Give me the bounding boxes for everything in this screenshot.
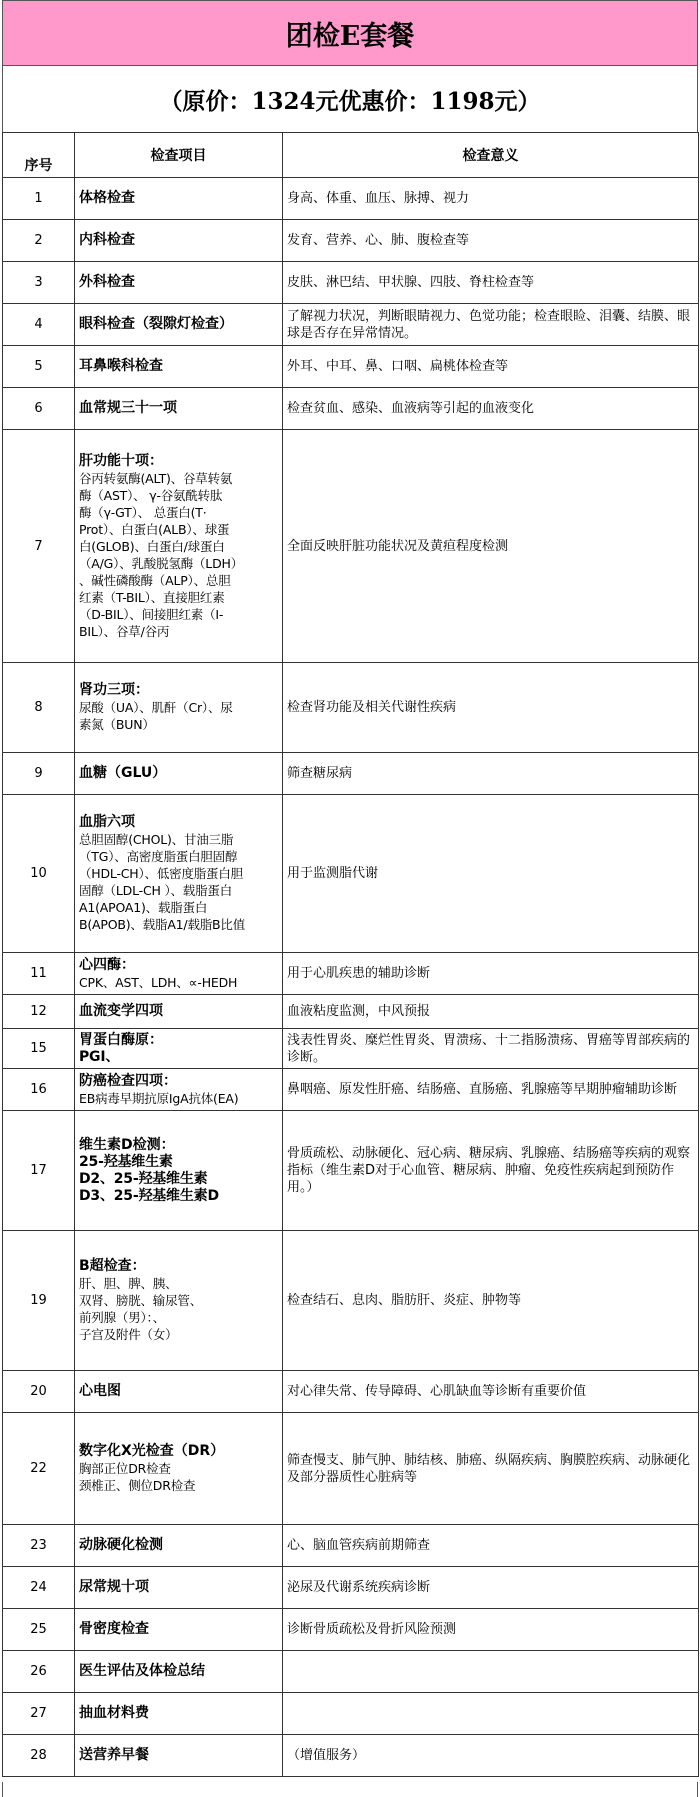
row-item (75, 262, 283, 304)
discount-price-label: 优惠价： (338, 87, 431, 115)
item-detail-line: 前列腺（男）：、 (79, 1310, 165, 1325)
item-title: 抽血材料费 (79, 1705, 149, 1721)
table-row (3, 1371, 699, 1413)
row-meaning: （增值服务） (283, 1735, 699, 1777)
item-detail-line: Prot）、白蛋白(ALB）、球蛋 (79, 521, 230, 537)
item-title: 外科检查 (79, 274, 135, 290)
row-item (75, 1735, 283, 1777)
row-meaning (283, 1693, 699, 1735)
row-seq: 4 (3, 304, 75, 346)
row-item (75, 304, 283, 346)
table-row (3, 1111, 699, 1231)
row-item (75, 1069, 283, 1111)
item-detail-line: 固醇（LDL-CH ）、载脂蛋白 (79, 883, 232, 898)
row-item (75, 1371, 283, 1413)
row-seq: 28 (3, 1735, 75, 1777)
row-meaning: 浅表性胃炎、糜烂性胃炎、胃溃疡、十二指肠溃疡、胃癌等胃部疾病的诊断。 (283, 1029, 699, 1069)
row-seq: 25 (3, 1609, 75, 1651)
row-item (75, 1693, 283, 1735)
row-meaning: 了解视力状况，判断眼睛视力、色觉功能；检查眼睑、泪囊、结膜、眼球是否存在异常情况。 (283, 304, 699, 346)
table-row (3, 1609, 699, 1651)
item-detail-line: 、碱性磷酸酶（ALP）、总胆 (79, 572, 231, 588)
item-title: B超检查： (79, 1258, 146, 1274)
item-title: 血脂六项 (79, 814, 135, 830)
item-detail-line: （TG）、高密度脂蛋白胆固醇 (79, 849, 238, 864)
item-title: 心四酶： (79, 956, 135, 973)
table-row (3, 663, 699, 753)
item-title: 维生素D检测： (79, 1136, 175, 1153)
item-title: 送营养早餐 (79, 1747, 149, 1763)
table-row (3, 388, 699, 430)
row-item (75, 795, 283, 953)
original-price-value: 1324元 (251, 87, 339, 115)
header-meaning: 检查意义 (283, 133, 699, 178)
item-detail-line: 颈椎正、侧位DR检查 (79, 1478, 196, 1493)
row-meaning: 检查肾功能及相关代谢性疾病 (283, 663, 699, 753)
item-detail-line: PGI、 (79, 1048, 120, 1065)
item-detail-line: 尿酸（UA）、肌酐（Cr）、尿 (79, 700, 233, 715)
row-meaning: 筛查糖尿病 (283, 753, 699, 795)
table-row (3, 795, 699, 953)
row-seq: 24 (3, 1567, 75, 1609)
price-close-paren: ） (517, 87, 541, 115)
item-detail-line: 双肾、膀胱、输尿管、 (79, 1293, 203, 1308)
row-seq: 11 (3, 953, 75, 995)
table-row (3, 1651, 699, 1693)
item-detail-line: （HDL-CH）、低密度脂蛋白胆 (79, 866, 243, 881)
table-row (3, 178, 699, 220)
header-seq: 序号 (3, 133, 75, 178)
table-row (3, 1413, 699, 1525)
row-meaning: 用于监测脂代谢 (283, 795, 699, 953)
item-detail-line: A1(APOA1)、载脂蛋白 (79, 900, 208, 915)
price-line (2, 66, 698, 132)
row-seq: 1 (3, 178, 75, 220)
row-seq: 16 (3, 1069, 75, 1111)
row-seq: 20 (3, 1371, 75, 1413)
table-row (3, 1567, 699, 1609)
discount-price-value: 1198元 (430, 87, 518, 115)
item-title: 动脉硬化检测 (79, 1537, 163, 1553)
row-item (75, 1029, 283, 1069)
item-detail-line: （D-BIL）、间接胆红素（I- (79, 606, 224, 622)
item-title: 血流变学四项 (79, 1003, 163, 1019)
item-title: 内科检查 (79, 232, 135, 248)
row-seq: 15 (3, 1029, 75, 1069)
item-title: 血糖（GLU） (79, 765, 167, 781)
exam-items-table (2, 132, 699, 1777)
row-item (75, 663, 283, 753)
bottom-border (2, 1782, 698, 1797)
table-row (3, 1693, 699, 1735)
row-item (75, 1525, 283, 1567)
item-detail-line: EB病毒早期抗原IgA抗体(EA) (79, 1090, 239, 1106)
row-meaning: 发育、营养、心、肺、腹检查等 (283, 220, 699, 262)
table-row (3, 304, 699, 346)
price-open-paren: （ (159, 87, 183, 115)
item-detail-line: B(APOB)、载脂A1/载脂B比值 (79, 917, 246, 932)
row-item (75, 1111, 283, 1231)
row-item (75, 953, 283, 995)
row-seq: 3 (3, 262, 75, 304)
item-detail-line: 肝、胆、脾、胰、 (79, 1276, 178, 1291)
item-title: 眼科检查（裂隙灯检查） (79, 316, 233, 332)
item-detail-line: 子宫及附件（女） (79, 1327, 178, 1342)
row-seq: 9 (3, 753, 75, 795)
row-seq: 12 (3, 995, 75, 1029)
item-title: 胃蛋白酶原： (79, 1031, 163, 1048)
item-detail-line: （A/G）、乳酸脱氢酶（LDH） (79, 555, 243, 571)
item-detail-line: 胸部正位DR检查 (79, 1461, 171, 1476)
row-meaning: 骨质疏松、动脉硬化、冠心病、糖尿病、乳腺癌、结肠癌等疾病的观察指标（维生素D对于心血管、糖尿病、肿瘤、免疫性疾病起到预防作用。） (283, 1111, 699, 1231)
row-seq: 23 (3, 1525, 75, 1567)
row-item (75, 346, 283, 388)
table-row (3, 346, 699, 388)
row-item (75, 220, 283, 262)
item-detail-line: D2、25-羟基维生素 (79, 1170, 208, 1187)
row-item (75, 178, 283, 220)
header-item: 检查项目 (75, 133, 283, 178)
table-row (3, 753, 699, 795)
row-seq: 27 (3, 1693, 75, 1735)
original-price-label: 原价： (182, 87, 252, 115)
table-body (3, 178, 699, 1777)
row-seq: 5 (3, 346, 75, 388)
table-row (3, 1525, 699, 1567)
row-meaning: 对心律失常、传导障碍、心肌缺血等诊断有重要价值 (283, 1371, 699, 1413)
row-seq: 17 (3, 1111, 75, 1231)
item-title: 数字化X光检查（DR） (79, 1443, 225, 1459)
row-meaning: 心、脑血管疾病前期筛查 (283, 1525, 699, 1567)
item-title: 心电图 (79, 1383, 121, 1399)
row-meaning: 血液粘度监测，中风预报 (283, 995, 699, 1029)
row-item (75, 1609, 283, 1651)
table-row (3, 220, 699, 262)
item-detail-line: 酶（AST）、 γ-谷氨酰转肽 (79, 487, 223, 503)
row-meaning: 外耳、中耳、鼻、口咽、扁桃体检查等 (283, 346, 699, 388)
table-row (3, 995, 699, 1029)
row-meaning: 用于心肌疾患的辅助诊断 (283, 953, 699, 995)
row-meaning: 检查贫血、感染、血液病等引起的血液变化 (283, 388, 699, 430)
row-meaning: 诊断骨质疏松及骨折风险预测 (283, 1609, 699, 1651)
row-meaning: 筛查慢支、肺气肿、肺结核、肺癌、纵隔疾病、胸膜腔疾病、动脉硬化及部分器质性心脏病等 (283, 1413, 699, 1525)
item-detail-line: 白(GLOB)、白蛋白/球蛋白 (79, 538, 225, 554)
table-header-row (3, 133, 699, 178)
item-detail-line: CPK、AST、LDH、∝-HEDH (79, 974, 238, 990)
row-item (75, 1651, 283, 1693)
item-detail-line: 总胆固醇(CHOL)、甘油三脂 (79, 832, 234, 847)
item-detail-line: D3、25-羟基维生素D (79, 1187, 219, 1204)
row-item (75, 995, 283, 1029)
row-meaning: 鼻咽癌、原发性肝癌、结肠癌、直肠癌、乳腺癌等早期肿瘤辅助诊断 (283, 1069, 699, 1111)
package-title: 团检E套餐 (2, 0, 698, 66)
item-detail-line: 谷丙转氨酶(ALT)、谷草转氨 (79, 470, 233, 486)
row-seq: 8 (3, 663, 75, 753)
row-item (75, 1413, 283, 1525)
item-detail-line: 素氮（BUN） (79, 717, 155, 732)
row-item (75, 388, 283, 430)
item-title: 骨密度检查 (79, 1621, 149, 1637)
item-title: 体格检查 (79, 190, 135, 206)
row-meaning: 检查结石、息肉、脂肪肝、炎症、肿物等 (283, 1231, 699, 1371)
item-title: 血常规三十一项 (79, 400, 177, 416)
item-title: 肝功能十项： (79, 452, 163, 469)
row-item (75, 1567, 283, 1609)
row-meaning: 泌尿及代谢系统疾病诊断 (283, 1567, 699, 1609)
row-item (75, 753, 283, 795)
row-meaning: 全面反映肝脏功能状况及黄疸程度检测 (283, 430, 699, 663)
row-item (75, 1231, 283, 1371)
row-meaning: 身高、体重、血压、脉搏、视力 (283, 178, 699, 220)
table-row (3, 1069, 699, 1111)
item-title: 尿常规十项 (79, 1579, 149, 1595)
item-title: 防癌检查四项： (79, 1072, 177, 1089)
item-title: 肾功三项： (79, 682, 149, 698)
table-row (3, 1735, 699, 1777)
row-seq: 26 (3, 1651, 75, 1693)
table-row (3, 1231, 699, 1371)
row-seq: 10 (3, 795, 75, 953)
item-title: 耳鼻喉科检查 (79, 358, 163, 374)
item-title: 医生评估及体检总结 (79, 1663, 205, 1679)
item-detail-line: 25-羟基维生素 (79, 1153, 173, 1170)
row-seq: 7 (3, 430, 75, 663)
table-row (3, 1029, 699, 1069)
item-detail-line: BIL）、谷草/谷丙 (79, 623, 170, 639)
row-seq: 2 (3, 220, 75, 262)
row-seq: 6 (3, 388, 75, 430)
row-item (75, 430, 283, 663)
row-seq: 19 (3, 1231, 75, 1371)
table-row (3, 262, 699, 304)
row-seq: 22 (3, 1413, 75, 1525)
item-detail-line: 红素（T-BIL）、直接胆红素 (79, 589, 225, 605)
row-meaning (283, 1651, 699, 1693)
table-row (3, 430, 699, 663)
table-row (3, 953, 699, 995)
row-meaning: 皮肤、淋巴结、甲状腺、四肢、脊柱检查等 (283, 262, 699, 304)
item-detail-line: 酶（γ-GT）、 总蛋白(T· (79, 504, 207, 520)
